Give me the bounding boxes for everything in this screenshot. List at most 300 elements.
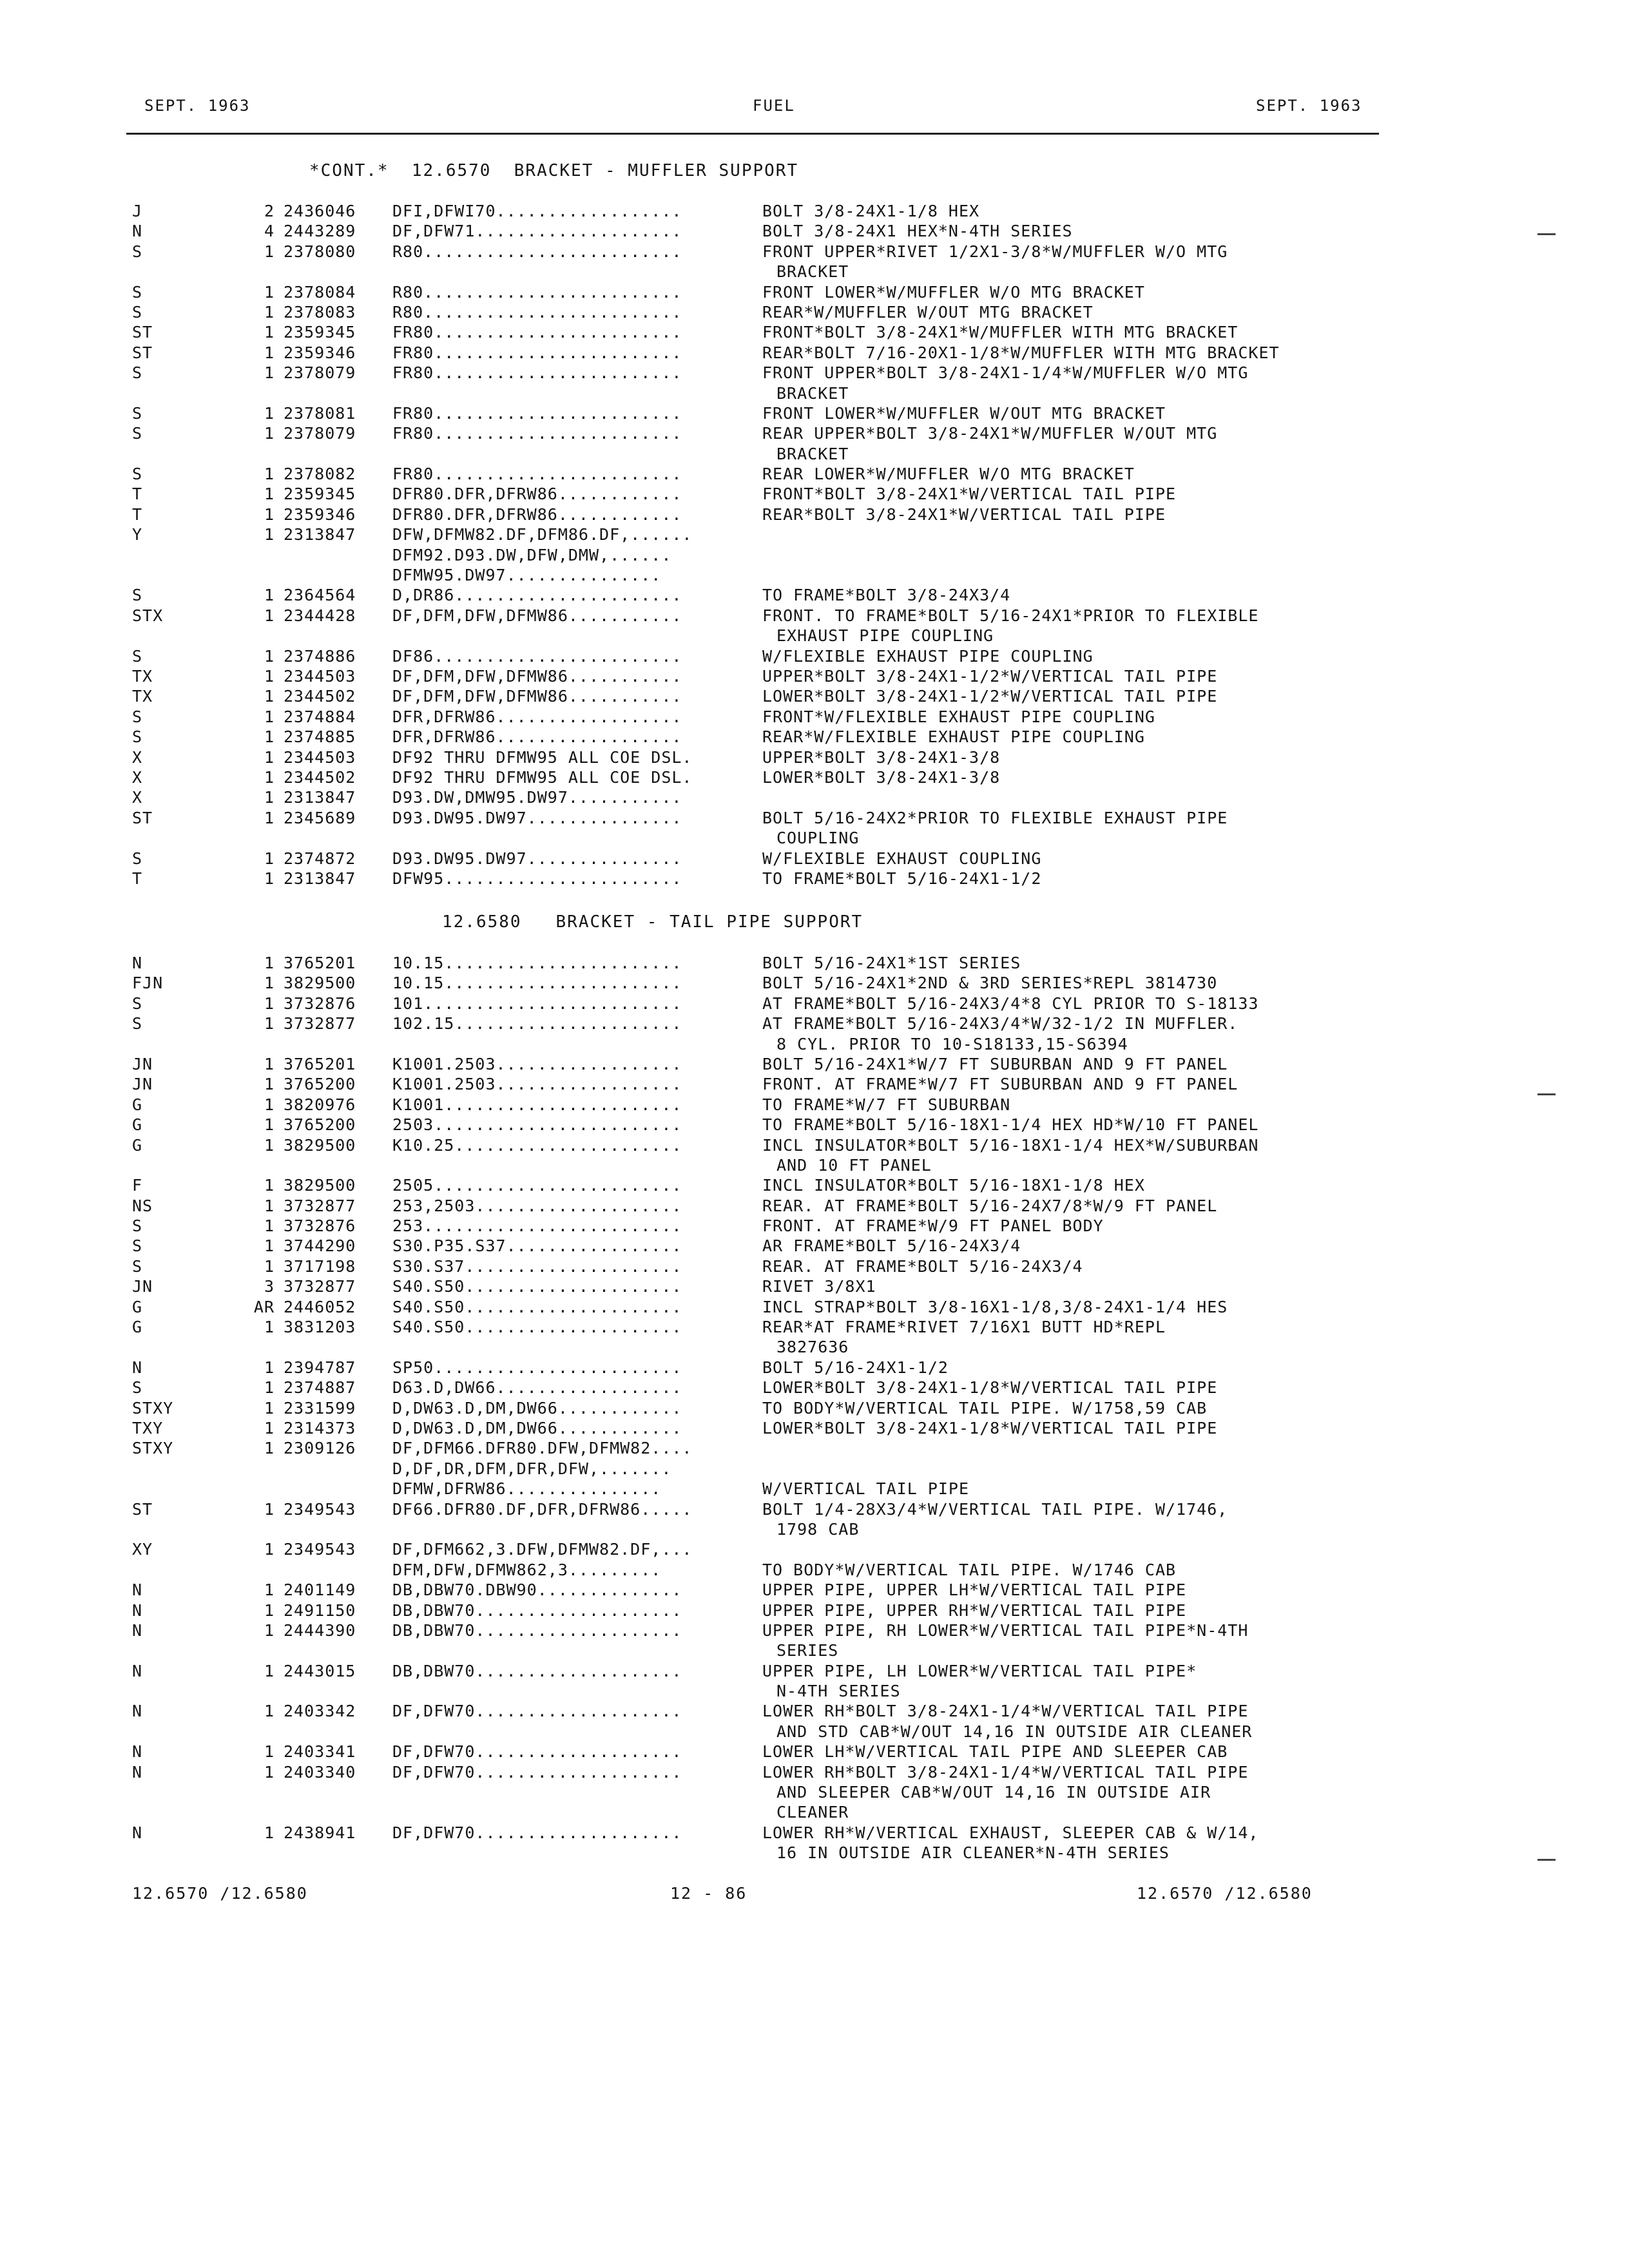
quantity: 1 <box>264 363 275 383</box>
part-number: 2331599 <box>284 1398 356 1418</box>
model-code: S <box>132 1378 143 1398</box>
part-description: REAR*BOLT 7/16-20X1-1/8*W/MUFFLER WITH MTG BRACKET <box>762 343 1280 362</box>
part-description: FRONT*W/FLEXIBLE EXHAUST PIPE COUPLING <box>762 707 1155 726</box>
model-applicability: DF,DFW70.................... <box>392 1702 682 1721</box>
quantity: 1 <box>264 1499 275 1519</box>
part-number: 2378083 <box>284 302 356 322</box>
model-applicability: DF,DFW70.................... <box>392 1762 682 1782</box>
model-applicability: 253......................... <box>392 1216 682 1236</box>
model-applicability: DFR,DFRW86.................. <box>392 707 682 726</box>
part-row <box>0 869 1629 889</box>
quantity: 1 <box>264 424 275 443</box>
section-title-tail-pipe-support: 12.6580 BRACKET - TAIL PIPE SUPPORT <box>442 912 863 932</box>
model-applicability: DF,DFM66.DFR80.DFW,DFMW82.... <box>392 1439 693 1458</box>
part-description: TO FRAME*BOLT 5/16-18X1-1/4 HEX HD*W/10 FT PANEL <box>762 1115 1259 1135</box>
part-row <box>0 363 1629 383</box>
model-applicability: R80......................... <box>392 242 682 261</box>
model-applicability: DFR80.DFR,DFRW86............ <box>392 505 682 524</box>
quantity: 1 <box>264 767 275 787</box>
part-number: 2344428 <box>284 606 356 625</box>
model-applicability: DFR,DFRW86.................. <box>392 727 682 747</box>
part-number: 3831203 <box>284 1318 356 1337</box>
part-description: INCL INSULATOR*BOLT 5/16-18X1-1/4 HEX*W/SUBURBAN <box>762 1135 1259 1155</box>
quantity: 1 <box>264 1600 275 1620</box>
part-description: FRONT*BOLT 3/8-24X1*W/VERTICAL TAIL PIPE <box>762 485 1177 504</box>
model-applicability: D,DW63.D,DM,DW66............ <box>392 1398 682 1418</box>
part-row <box>0 1298 1629 1318</box>
part-number: 3732876 <box>284 1216 356 1236</box>
description-continuation: N-4TH SERIES <box>776 1682 901 1701</box>
part-row <box>0 485 1629 505</box>
quantity: 1 <box>264 849 275 868</box>
part-description: REAR LOWER*W/MUFFLER W/O MTG BRACKET <box>762 465 1135 484</box>
part-number: 2309126 <box>284 1439 356 1458</box>
quantity: 1 <box>264 1176 275 1195</box>
model-applicability: FR80........................ <box>392 323 682 342</box>
description-continuation: CLEANER <box>776 1803 849 1822</box>
part-row <box>0 1581 1629 1600</box>
model-code: T <box>132 485 143 504</box>
model-code: S <box>132 1014 143 1033</box>
part-description: LOWER*BOLT 3/8-24X1-1/8*W/VERTICAL TAIL PIPE <box>762 1418 1218 1437</box>
model-code: G <box>132 1318 143 1337</box>
part-description: W/FLEXIBLE EXHAUST COUPLING <box>762 849 1042 868</box>
part-number: 2378079 <box>284 424 356 443</box>
description-continuation: BRACKET <box>776 383 849 403</box>
header-date-left: SEPT. 1963 <box>144 97 251 115</box>
model-applicability: FR80........................ <box>392 363 682 383</box>
part-description: LOWER RH*BOLT 3/8-24X1-1/4*W/VERTICAL TAIL PIPE <box>762 1702 1249 1721</box>
quantity: 1 <box>264 465 275 484</box>
model-continuation-line <box>0 566 1629 586</box>
quantity: 1 <box>264 1358 275 1377</box>
part-description: REAR. AT FRAME*BOLT 5/16-24X3/4 <box>762 1256 1083 1276</box>
quantity: 1 <box>264 1014 275 1033</box>
part-number: 3829500 <box>284 1135 356 1155</box>
description-continuation-line <box>0 829 1629 849</box>
model-applicability: S40.S50..................... <box>392 1277 682 1296</box>
model-applicability: DFI,DFWI70.................. <box>392 202 682 220</box>
model-applicability: DFW95....................... <box>392 869 682 888</box>
description-continuation: AND 10 FT PANEL <box>776 1155 932 1175</box>
model-applicability: DF86........................ <box>392 646 682 666</box>
part-row <box>0 1742 1629 1762</box>
description-continuation-line <box>0 626 1629 646</box>
description-continuation-line <box>0 1641 1629 1661</box>
model-code: N <box>132 1661 143 1680</box>
model-applicability: DF92 THRU DFMW95 ALL COE DSL. <box>392 767 693 787</box>
model-applicability: 10.15....................... <box>392 974 682 993</box>
quantity: 1 <box>264 586 275 605</box>
quantity: 1 <box>264 788 275 807</box>
part-description: RIVET 3/8X1 <box>762 1277 876 1296</box>
part-number: 2359346 <box>284 505 356 524</box>
model-applicability: 101......................... <box>392 994 682 1013</box>
description-continuation-line <box>0 1682 1629 1702</box>
part-description: UPPER PIPE, UPPER RH*W/VERTICAL TAIL PIPE <box>762 1600 1187 1620</box>
part-row <box>0 1216 1629 1236</box>
part-row <box>0 974 1629 994</box>
model-applicability: DFM,DFW,DFMW862,3......... <box>392 1560 662 1579</box>
quantity: 2 <box>264 202 275 220</box>
model-applicability: DB,DBW70.................... <box>392 1620 682 1640</box>
quantity: 1 <box>264 505 275 524</box>
part-row <box>0 1236 1629 1256</box>
part-description: FRONT. AT FRAME*W/7 FT SUBURBAN AND 9 FT PANEL <box>762 1075 1239 1094</box>
quantity: 1 <box>264 1256 275 1276</box>
model-applicability: 10.15....................... <box>392 954 682 972</box>
part-number: 2313847 <box>284 525 356 544</box>
model-code: S <box>132 1216 143 1236</box>
model-code: N <box>132 1358 143 1377</box>
part-number: 2443015 <box>284 1661 356 1680</box>
part-number: 2436046 <box>284 202 356 220</box>
part-row <box>0 1500 1629 1520</box>
part-description: UPPER PIPE, LH LOWER*W/VERTICAL TAIL PIPE* <box>762 1661 1197 1680</box>
part-description: FRONT UPPER*BOLT 3/8-24X1-1/4*W/MUFFLER W/O MTG <box>762 363 1249 383</box>
model-applicability: DB,DBW70.DBW90.............. <box>392 1581 682 1600</box>
footer-range-right: 12.6570 /12.6580 <box>1137 1884 1313 1903</box>
quantity: 1 <box>264 282 275 302</box>
model-applicability: R80......................... <box>392 282 682 302</box>
description-continuation: AND SLEEPER CAB*W/OUT 14,16 IN OUTSIDE AIR <box>776 1783 1211 1802</box>
model-applicability: DB,DBW70.................... <box>392 1661 682 1680</box>
description-continuation: BRACKET <box>776 444 849 463</box>
model-code: S <box>132 707 143 726</box>
quantity: 1 <box>264 1418 275 1437</box>
model-applicability: 253,2503.................... <box>392 1196 682 1215</box>
quantity: 1 <box>264 1115 275 1135</box>
part-number: 3732877 <box>284 1277 356 1296</box>
model-code: Y <box>132 525 143 544</box>
model-code: S <box>132 363 143 383</box>
margin-mark <box>1537 1859 1556 1861</box>
header-rule <box>126 133 1379 135</box>
model-code: S <box>132 282 143 302</box>
model-applicability: 2505........................ <box>392 1176 682 1195</box>
part-description: LOWER*BOLT 3/8-24X1-1/8*W/VERTICAL TAIL PIPE <box>762 1378 1218 1398</box>
model-applicability: 102.15...................... <box>392 1014 682 1033</box>
model-code: NS <box>132 1196 153 1215</box>
part-description: LOWER*BOLT 3/8-24X1-3/8 <box>762 767 1001 787</box>
part-row <box>0 1075 1629 1095</box>
model-code: F <box>132 1176 143 1195</box>
part-row <box>0 525 1629 545</box>
model-code: N <box>132 1620 143 1640</box>
part-description: BOLT 5/16-24X1*W/7 FT SUBURBAN AND 9 FT PANEL <box>762 1054 1228 1073</box>
model-code: JN <box>132 1054 153 1073</box>
part-number: 3820976 <box>284 1095 356 1114</box>
part-row <box>0 667 1629 687</box>
part-row <box>0 748 1629 768</box>
quantity: 1 <box>264 403 275 423</box>
part-number: 2349543 <box>284 1499 356 1519</box>
part-number: 2344502 <box>284 687 356 706</box>
part-number: 2378082 <box>284 465 356 484</box>
model-applicability: DF,DFM,DFW,DFMW86........... <box>392 687 682 706</box>
part-row <box>0 586 1629 606</box>
model-applicability: K10.25...................... <box>392 1135 682 1155</box>
model-code: N <box>132 1600 143 1620</box>
model-code: STX <box>132 606 164 625</box>
description-continuation-line <box>0 445 1629 465</box>
part-number: 2359346 <box>284 343 356 362</box>
part-number: 3829500 <box>284 1176 356 1195</box>
model-code: TXY <box>132 1418 164 1437</box>
part-number: 2403341 <box>284 1742 356 1762</box>
part-description: INCL INSULATOR*BOLT 5/16-18X1-1/8 HEX <box>762 1176 1145 1195</box>
part-description: REAR*W/FLEXIBLE EXHAUST PIPE COUPLING <box>762 727 1145 747</box>
model-applicability: SP50........................ <box>392 1358 682 1377</box>
description-continuation-line <box>0 1156 1629 1176</box>
part-row <box>0 687 1629 707</box>
part-row <box>0 323 1629 343</box>
model-code: S <box>132 1256 143 1276</box>
quantity: 1 <box>264 1661 275 1680</box>
part-description: BOLT 5/16-24X2*PRIOR TO FLEXIBLE EXHAUST PIPE <box>762 808 1228 827</box>
part-description: UPPER PIPE, RH LOWER*W/VERTICAL TAIL PIPE*N-4TH <box>762 1620 1249 1640</box>
margin-mark <box>1537 233 1556 235</box>
model-continuation-line <box>0 546 1629 566</box>
description-continuation: COUPLING <box>776 829 860 848</box>
part-number: 2443289 <box>284 222 356 241</box>
part-row <box>0 1662 1629 1682</box>
part-description: REAR*BOLT 3/8-24X1*W/VERTICAL TAIL PIPE <box>762 505 1166 524</box>
quantity: 1 <box>264 1540 275 1559</box>
part-number: 3765200 <box>284 1075 356 1094</box>
part-number: 2344503 <box>284 666 356 686</box>
quantity: 1 <box>264 1581 275 1600</box>
part-number: 3765201 <box>284 1054 356 1073</box>
model-code: JN <box>132 1277 153 1296</box>
model-applicability: DF92 THRU DFMW95 ALL COE DSL. <box>392 747 693 767</box>
part-description: BOLT 5/16-24X1-1/2 <box>762 1358 949 1377</box>
part-row <box>0 1823 1629 1843</box>
quantity: 1 <box>264 1620 275 1640</box>
part-number: 2349543 <box>284 1540 356 1559</box>
model-code: T <box>132 869 143 888</box>
model-code: JN <box>132 1075 153 1094</box>
model-code: FJN <box>132 974 164 993</box>
model-applicability: D93.DW95.DW97............... <box>392 849 682 868</box>
part-number: 2374884 <box>284 707 356 726</box>
part-row <box>0 465 1629 485</box>
part-description: REAR. AT FRAME*BOLT 5/16-24X7/8*W/9 FT PANEL <box>762 1196 1218 1215</box>
model-code: S <box>132 424 143 443</box>
model-code: N <box>132 1742 143 1762</box>
quantity: 1 <box>264 707 275 726</box>
quantity: 1 <box>264 1054 275 1073</box>
model-code: S <box>132 849 143 868</box>
model-code: XY <box>132 1540 153 1559</box>
part-row <box>0 1439 1629 1459</box>
model-applicability: D,DF,DR,DFM,DFR,DFW,....... <box>392 1459 672 1478</box>
part-number: 2378081 <box>284 403 356 423</box>
model-code: TX <box>132 666 153 686</box>
model-applicability: R80......................... <box>392 302 682 322</box>
quantity: 1 <box>264 323 275 342</box>
model-code: N <box>132 1581 143 1600</box>
description-continuation-line <box>0 1783 1629 1803</box>
part-row <box>0 1702 1629 1722</box>
part-number: 2344503 <box>284 747 356 767</box>
description-continuation: EXHAUST PIPE COUPLING <box>776 626 994 646</box>
model-applicability: DF66.DFR80.DF,DFR,DFRW86..... <box>392 1499 693 1519</box>
section-title-muffler-support: *CONT.* 12.6570 BRACKET - MUFFLER SUPPORT <box>309 161 799 180</box>
part-row <box>0 1115 1629 1135</box>
part-row <box>0 788 1629 808</box>
part-description: AT FRAME*BOLT 5/16-24X3/4*W/32-1/2 IN MUFFLER. <box>762 1014 1239 1033</box>
model-applicability: DB,DBW70.................... <box>392 1600 682 1620</box>
part-row <box>0 505 1629 525</box>
model-code: N <box>132 1823 143 1842</box>
part-row <box>0 343 1629 363</box>
part-number: 3732877 <box>284 1196 356 1215</box>
part-number: 2374885 <box>284 727 356 747</box>
model-code: S <box>132 1236 143 1256</box>
part-row <box>0 1257 1629 1277</box>
model-code: S <box>132 403 143 423</box>
quantity: 1 <box>264 1378 275 1398</box>
description-continuation: 16 IN OUTSIDE AIR CLEANER*N-4TH SERIES <box>776 1843 1170 1863</box>
model-code: X <box>132 747 143 767</box>
header-date-right: SEPT. 1963 <box>1256 97 1362 115</box>
part-row <box>0 1277 1629 1297</box>
description-continuation: SERIES <box>776 1641 839 1660</box>
model-applicability: D,DR86...................... <box>392 586 682 605</box>
model-applicability: S30.S37..................... <box>392 1256 682 1276</box>
part-number: 2403342 <box>284 1702 356 1721</box>
model-code: STXY <box>132 1398 174 1418</box>
part-number: 2313847 <box>284 788 356 807</box>
part-number: 2378079 <box>284 363 356 383</box>
model-continuation-line <box>0 1459 1629 1479</box>
description-continuation-line <box>0 1338 1629 1358</box>
part-row <box>0 424 1629 444</box>
quantity: 1 <box>264 646 275 666</box>
quantity: 1 <box>264 1398 275 1418</box>
part-number: 2374887 <box>284 1378 356 1398</box>
model-code: S <box>132 994 143 1013</box>
part-number: 2444390 <box>284 1620 356 1640</box>
part-row <box>0 1014 1629 1034</box>
quantity: 1 <box>264 302 275 322</box>
part-description: W/FLEXIBLE EXHAUST PIPE COUPLING <box>762 646 1094 666</box>
model-code: ST <box>132 808 153 827</box>
part-number: 2394787 <box>284 1358 356 1377</box>
quantity: 1 <box>264 954 275 972</box>
model-applicability: DFW,DFMW82.DF,DFM86.DF,...... <box>392 525 693 544</box>
part-number: 3765201 <box>284 954 356 972</box>
model-applicability: DF,DFM662,3.DFW,DFMW82.DF,... <box>392 1540 693 1559</box>
part-description: LOWER RH*W/VERTICAL EXHAUST, SLEEPER CAB & W/14, <box>762 1823 1259 1842</box>
model-code: S <box>132 727 143 747</box>
part-number: 3765200 <box>284 1115 356 1135</box>
header-section-title: FUEL <box>753 97 795 115</box>
description-continuation-line <box>0 384 1629 404</box>
model-code: N <box>132 1702 143 1721</box>
model-code: N <box>132 222 143 241</box>
part-row <box>0 1399 1629 1419</box>
part-number: 2314373 <box>284 1418 356 1437</box>
quantity: 1 <box>264 606 275 625</box>
part-description: TO FRAME*W/7 FT SUBURBAN <box>762 1095 1011 1114</box>
quantity: 1 <box>264 1075 275 1094</box>
quantity: 4 <box>264 222 275 241</box>
footer-range-left: 12.6570 /12.6580 <box>132 1884 308 1903</box>
model-code: ST <box>132 323 153 342</box>
quantity: 1 <box>264 485 275 504</box>
description-continuation-line <box>0 1722 1629 1742</box>
part-description: FRONT*BOLT 3/8-24X1*W/MUFFLER WITH MTG BRACKET <box>762 323 1239 342</box>
muffler-support-parts-list <box>0 202 1629 889</box>
part-row <box>0 768 1629 788</box>
part-row <box>0 222 1629 242</box>
model-applicability: D93.DW,DMW95.DW97........... <box>392 788 682 807</box>
model-code: S <box>132 242 143 261</box>
model-code: X <box>132 767 143 787</box>
quantity: 1 <box>264 687 275 706</box>
part-description: BOLT 5/16-24X1*1ST SERIES <box>762 954 1021 972</box>
model-code: G <box>132 1095 143 1114</box>
part-description: TO BODY*W/VERTICAL TAIL PIPE. W/1758,59 CAB <box>762 1398 1208 1418</box>
part-description: LOWER RH*BOLT 3/8-24X1-1/4*W/VERTICAL TAIL PIPE <box>762 1762 1249 1782</box>
part-row <box>0 1055 1629 1075</box>
quantity: 1 <box>264 974 275 993</box>
model-code: TX <box>132 687 153 706</box>
model-code: STXY <box>132 1439 174 1458</box>
description-continuation: 1798 CAB <box>776 1519 860 1539</box>
quantity: 1 <box>264 747 275 767</box>
part-row <box>0 809 1629 829</box>
part-number: 2438941 <box>284 1823 356 1842</box>
part-row <box>0 404 1629 424</box>
model-code: G <box>132 1115 143 1135</box>
part-number: 2313847 <box>284 869 356 888</box>
part-row <box>0 202 1629 222</box>
part-description: LOWER LH*W/VERTICAL TAIL PIPE AND SLEEPER CAB <box>762 1742 1228 1762</box>
description-continuation: 8 CYL. PRIOR TO 10-S18133,15-S6394 <box>776 1034 1128 1053</box>
quantity: 1 <box>264 1095 275 1114</box>
model-code: N <box>132 954 143 972</box>
part-description: AR FRAME*BOLT 5/16-24X3/4 <box>762 1236 1021 1256</box>
model-applicability: K1001....................... <box>392 1095 682 1114</box>
model-applicability: DFMW95.DW97............... <box>392 566 662 585</box>
quantity: 1 <box>264 1236 275 1256</box>
part-description: INCL STRAP*BOLT 3/8-16X1-1/8,3/8-24X1-1/4 HES <box>762 1297 1228 1316</box>
model-applicability: D63.D,DW66.................. <box>392 1378 682 1398</box>
part-row <box>0 1540 1629 1560</box>
model-applicability: D,DW63.D,DM,DW66............ <box>392 1418 682 1437</box>
model-code: G <box>132 1297 143 1316</box>
part-description: FRONT. TO FRAME*BOLT 5/16-24X1*PRIOR TO FLEXIBLE <box>762 606 1259 625</box>
part-description: BOLT 3/8-24X1-1/8 HEX <box>762 202 980 220</box>
part-number: 2401149 <box>284 1581 356 1600</box>
quantity: 1 <box>264 1702 275 1721</box>
part-description: LOWER*BOLT 3/8-24X1-1/2*W/VERTICAL TAIL PIPE <box>762 687 1218 706</box>
model-applicability: K1001.2503.................. <box>392 1054 682 1073</box>
part-description: REAR UPPER*BOLT 3/8-24X1*W/MUFFLER W/OUT MTG <box>762 424 1218 443</box>
part-number: 3732877 <box>284 1014 356 1033</box>
model-applicability: FR80........................ <box>392 403 682 423</box>
part-description: FRONT LOWER*W/MUFFLER W/OUT MTG BRACKET <box>762 403 1166 423</box>
description-continuation-line <box>0 262 1629 282</box>
model-applicability: S40.S50..................... <box>392 1297 682 1316</box>
part-description: UPPER*BOLT 3/8-24X1-1/2*W/VERTICAL TAIL PIPE <box>762 666 1218 686</box>
tail-pipe-support-parts-list <box>0 954 1629 1864</box>
quantity: 1 <box>264 525 275 544</box>
part-number: 3829500 <box>284 974 356 993</box>
